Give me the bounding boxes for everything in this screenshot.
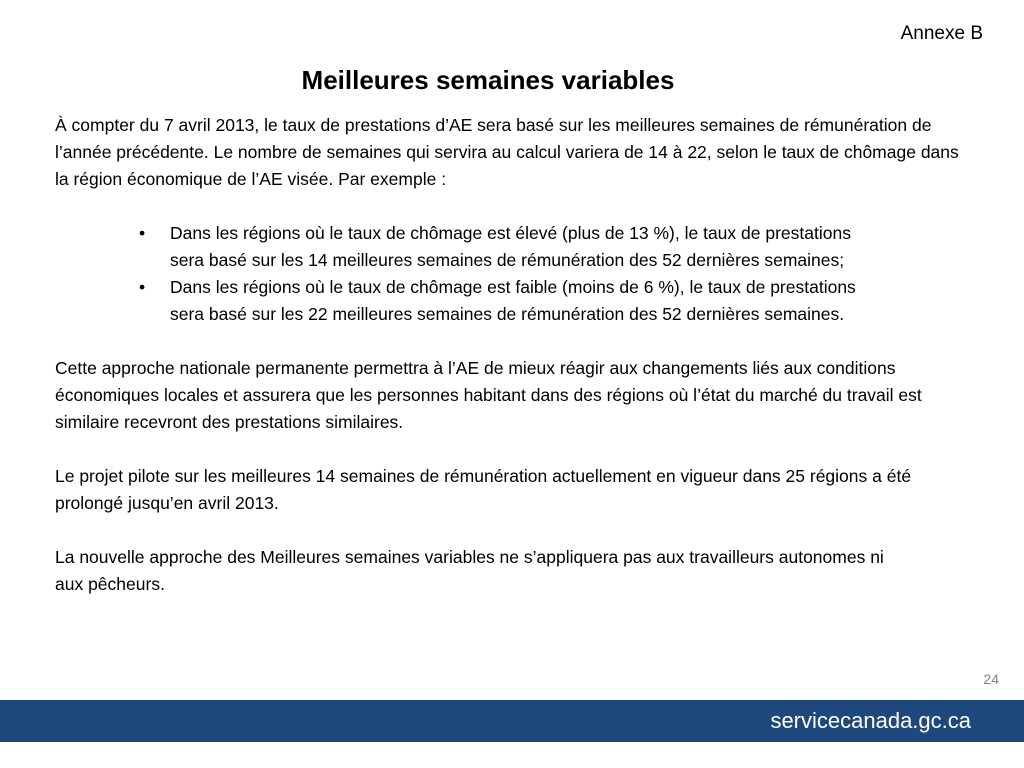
spacer bbox=[55, 193, 975, 220]
bullet-icon: • bbox=[139, 223, 146, 243]
approach-paragraph: Cette approche nationale permanente permettra à l’AE de mieux réagir aux changements liés aux conditions économiques locales et assurera que les personnes habitant dans des régions où l’état du marché du travail est similaire recevront des prestations similaires. bbox=[55, 358, 922, 432]
spacer bbox=[55, 517, 975, 544]
slide-body bbox=[55, 112, 975, 598]
footer-bar bbox=[0, 700, 1024, 742]
bullet-text: Dans les régions où le taux de chômage est faible (moins de 6 %), le taux de prestations sera basé sur les 22 meilleures semaines de rémunération des 52 dernières semaines. bbox=[170, 277, 856, 324]
bullet-list bbox=[55, 220, 975, 328]
bullet-item bbox=[139, 274, 870, 328]
spacer bbox=[55, 436, 975, 463]
exclusion-paragraph: La nouvelle approche des Meilleures semaines variables ne s’appliquera pas aux travailleurs autonomes ni aux pêcheurs. bbox=[55, 547, 884, 594]
spacer bbox=[55, 328, 975, 355]
page-number: 24 bbox=[983, 671, 999, 687]
annex-label: Annexe B bbox=[900, 23, 983, 44]
pilot-paragraph: Le projet pilote sur les meilleures 14 semaines de rémunération actuellement en vigueur dans 25 régions a été prolongé jusqu’en avril 2013. bbox=[55, 466, 912, 513]
footer-url: servicecanada.gc.ca bbox=[770, 708, 971, 733]
slide-title: Meilleures semaines variables bbox=[301, 65, 675, 95]
bullet-item bbox=[139, 220, 860, 274]
intro-paragraph: À compter du 7 avril 2013, le taux de prestations d’AE sera basé sur les meilleures semaines de rémunération de l’année précédente. Le nombre de semaines qui servira au calcul variera de 14 à 22, selon le taux de chômage dans la région économique de l’AE visée. Par exemple : bbox=[55, 115, 959, 189]
bullet-icon: • bbox=[139, 277, 146, 297]
bullet-text: Dans les régions où le taux de chômage est élevé (plus de 13 %), le taux de prestations sera basé sur les 14 meilleures semaines de rémunération des 52 dernières semaines; bbox=[170, 223, 851, 270]
